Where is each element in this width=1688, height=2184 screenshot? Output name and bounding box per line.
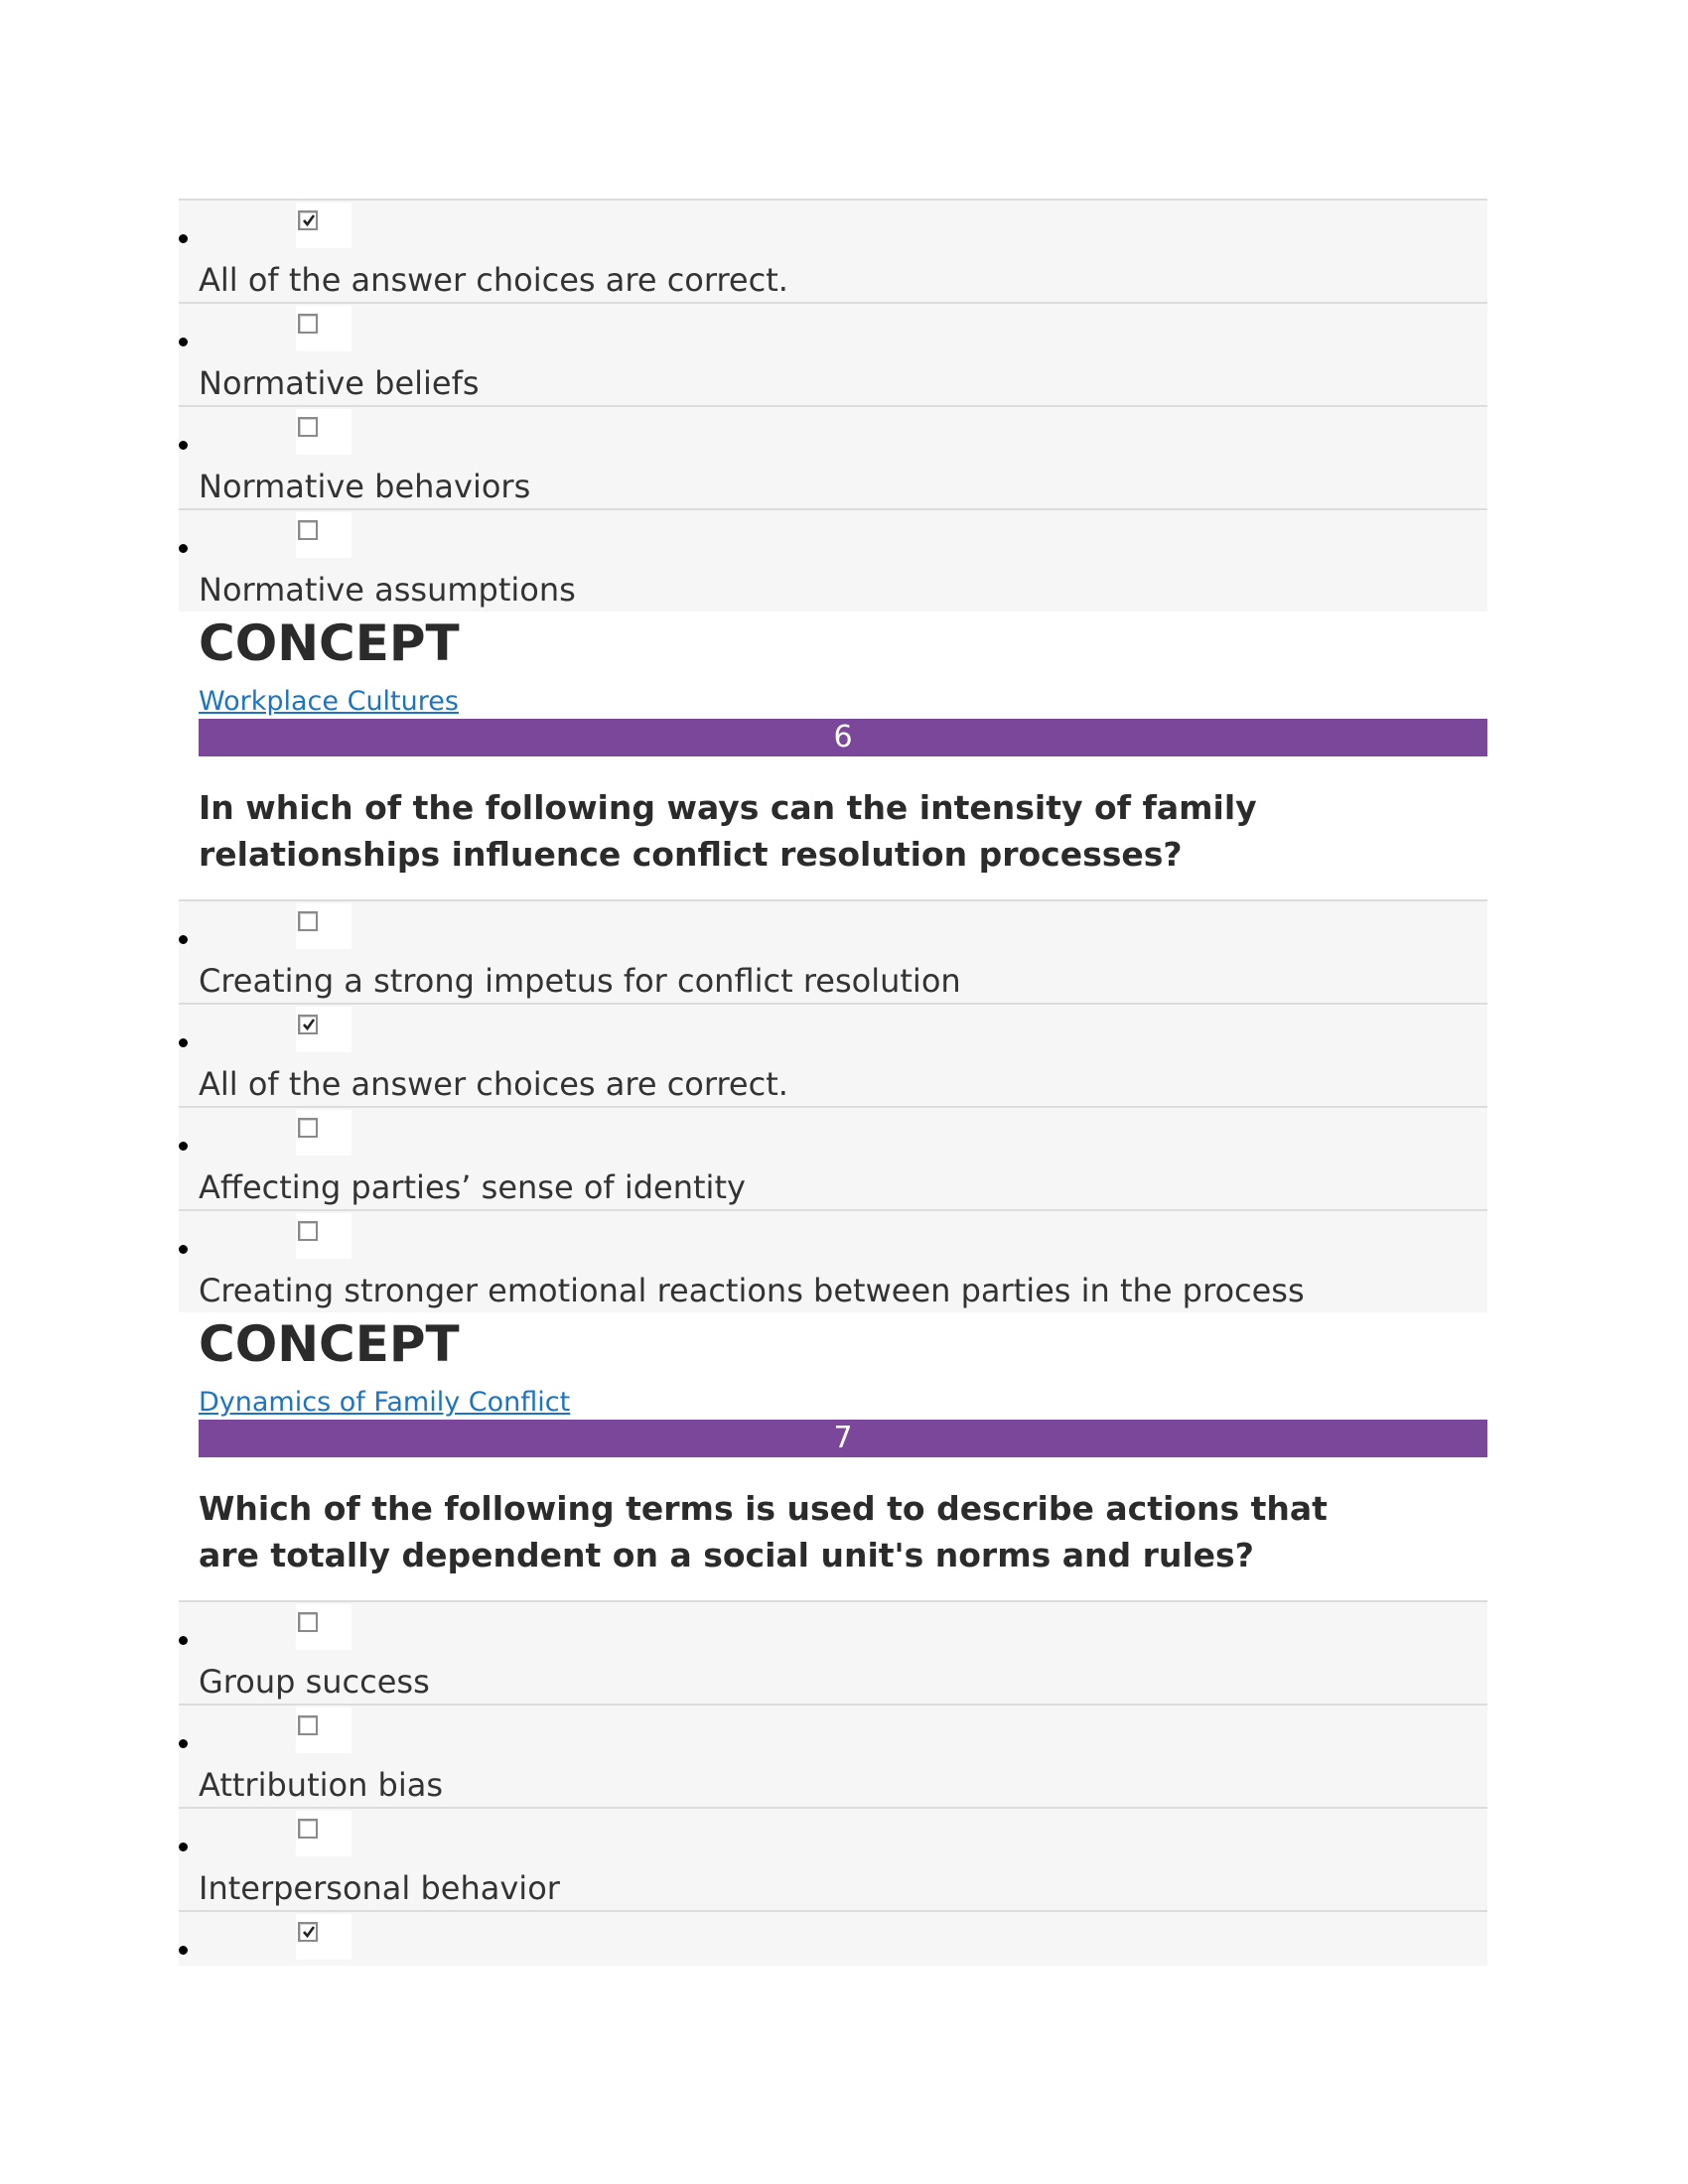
answer-label: Creating stronger emotional reactions between parties in the process [199, 1272, 1305, 1309]
checkbox-unchecked[interactable] [298, 1819, 318, 1839]
concept-section [199, 1314, 1487, 1420]
checkmark-icon [301, 1924, 317, 1940]
bullet [179, 1038, 188, 1047]
answer-choice[interactable] [179, 199, 1487, 302]
answer-label: All of the answer choices are correct. [199, 261, 788, 299]
checkmark-icon [301, 212, 317, 228]
answer-choice[interactable] [179, 1704, 1487, 1807]
checkmark-icon [301, 1017, 317, 1032]
answer-label: Interpersonal behavior [199, 1869, 560, 1907]
answer-choice[interactable] [179, 302, 1487, 405]
checkbox-checked[interactable] [298, 1015, 318, 1034]
checkbox-unchecked[interactable] [298, 520, 318, 540]
answer-label: Normative assumptions [199, 571, 576, 609]
checkbox-unchecked[interactable] [298, 1221, 318, 1241]
answer-label: Attribution bias [199, 1766, 444, 1804]
bullet [179, 1843, 188, 1851]
bullet [179, 234, 188, 243]
answer-list [179, 899, 1487, 1312]
question-text: Which of the following terms is used to describe actions that are totally dependent on a social unit's norms and rules? [199, 1489, 1328, 1574]
concept-link[interactable]: Workplace Cultures [199, 686, 459, 717]
concept-heading: CONCEPT [199, 1315, 460, 1373]
bullet [179, 544, 188, 553]
answer-choice[interactable] [179, 1209, 1487, 1312]
bullet [179, 1739, 188, 1748]
quiz-page [179, 199, 1487, 1966]
answer-choice[interactable] [179, 1807, 1487, 1910]
checkbox-checked[interactable] [298, 1922, 318, 1942]
question-number-bar: 6 [199, 719, 1487, 756]
answer-list [179, 199, 1487, 612]
question-text: In which of the following ways can the intensity of family relationships influence conflict resolution processes? [199, 788, 1257, 874]
answer-choice[interactable] [179, 1003, 1487, 1106]
checkbox-checked[interactable] [298, 210, 318, 230]
answer-label: Affecting parties’ sense of identity [199, 1168, 746, 1206]
checkbox-unchecked[interactable] [298, 1612, 318, 1632]
answer-choice[interactable] [179, 405, 1487, 508]
question-number-bar: 7 [199, 1420, 1487, 1457]
bullet [179, 1946, 188, 1955]
answer-choice[interactable] [179, 899, 1487, 1003]
answer-choice[interactable] [179, 508, 1487, 612]
answer-label: Group success [199, 1663, 430, 1701]
bullet [179, 1245, 188, 1254]
checkbox-unchecked[interactable] [298, 911, 318, 931]
concept-link[interactable]: Dynamics of Family Conflict [199, 1387, 571, 1418]
answer-label: Creating a strong impetus for conflict resolution [199, 962, 961, 1000]
checkbox-unchecked[interactable] [298, 1715, 318, 1735]
bullet [179, 338, 188, 346]
answer-choice[interactable] [179, 1910, 1487, 1966]
checkbox-unchecked[interactable] [298, 1118, 318, 1138]
answer-label: Normative beliefs [199, 364, 480, 402]
concept-section [199, 614, 1487, 719]
bullet [179, 935, 188, 944]
answer-label: Normative behaviors [199, 468, 531, 505]
answer-list [179, 1600, 1487, 1966]
bullet [179, 441, 188, 450]
bullet [179, 1636, 188, 1645]
concept-heading: CONCEPT [199, 614, 460, 672]
checkbox-unchecked[interactable] [298, 417, 318, 437]
answer-choice[interactable] [179, 1600, 1487, 1704]
answer-choice[interactable] [179, 1106, 1487, 1209]
answer-label: All of the answer choices are correct. [199, 1065, 788, 1103]
checkbox-unchecked[interactable] [298, 314, 318, 334]
bullet [179, 1142, 188, 1151]
